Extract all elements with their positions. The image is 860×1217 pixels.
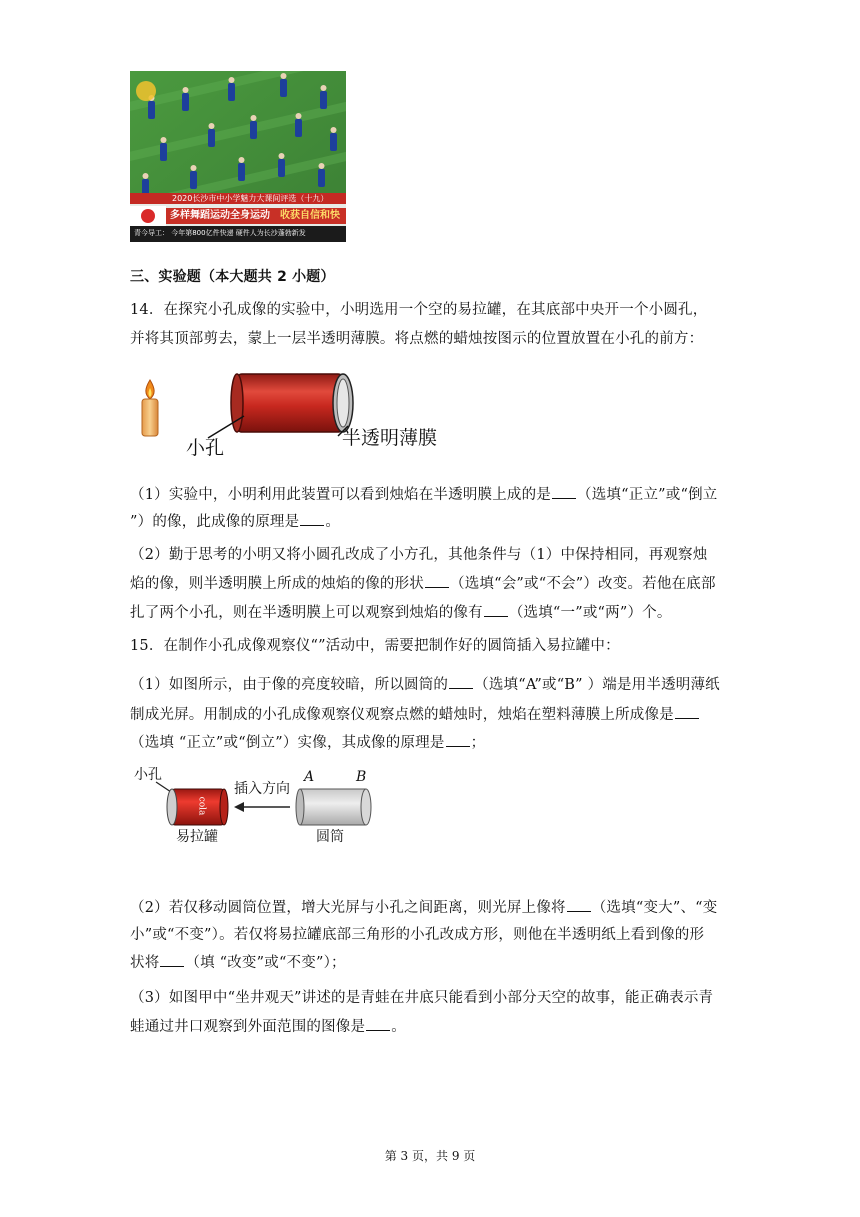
q15-label-can: 易拉罐 [176, 829, 218, 845]
q15-label-hole: 小孔 [134, 767, 162, 783]
q14-part2-line2: 焰的像，则半透明膜上所成的烛焰的像的形状 （选填“会”或“不会”）改变。若他在底部 [130, 569, 730, 600]
can-icon [231, 374, 353, 432]
q15-part1-line1: （1）如图所示，由于像的亮度较暗，所以圆筒的 （选填“A”或“B” ）端是用半透明薄纸 [130, 670, 730, 701]
q15-label-tube: 圆筒 [316, 829, 344, 845]
q15-label-direction: 插入方向 [234, 781, 290, 797]
q14-stem-line1: 14．在探究小孔成像的实验中，小明选用一个空的易拉罐，在其底部中央开一个小圆孔， [130, 302, 708, 318]
q15-part2-line1: （2）若仅移动圆筒位置，增大光屏与小孔之间距离，则光屏上像将 （选填“变大”、“变 [130, 893, 730, 924]
banner-line3: 收获自信和快 [280, 210, 340, 221]
answer-blank [449, 674, 473, 689]
q15-part1-line3: （选填 “正立”或“倒立”）实像，其成像的原理是 ； [130, 728, 730, 759]
exercise-photo [130, 71, 346, 242]
answer-blank [160, 952, 184, 967]
banner-line1: 2020长沙市中小学魅力大课间评选（十九） [172, 194, 329, 203]
q15-part1-line2: 制成光屏。用制成的小孔成像观察仪观察点燃的蜡烛时，烛焰在塑料薄膜上所成像是 [130, 700, 730, 731]
q15-figure [130, 762, 390, 856]
answer-blank [552, 484, 576, 499]
q14-figure [130, 368, 460, 468]
q15-part2-line3: 状将 （填 “改变”或“不变”）； [130, 948, 730, 979]
candle-can-diagram [130, 368, 460, 468]
can-tube-diagram [130, 762, 390, 856]
q15-label-b: B [356, 769, 367, 785]
q15-can-text: cola [196, 796, 207, 816]
q15-label-a: A [304, 769, 315, 785]
page-number: 第 3 页，共 9 页 [384, 1149, 476, 1163]
q14-part1-line2: ”）的像，此成像的原理是 。 [130, 507, 730, 538]
answer-blank [446, 732, 470, 747]
q14-part2-line1: （2）勤于思考的小明又将小圆孔改成了小方孔，其他条件与（1）中保持相同，再观察烛 [130, 547, 708, 563]
q15-part2-line2: 小”或“不变”）。若仅将易拉罐底部三角形的小孔改成方形，则他在半透明纸上看到像的形 [130, 927, 705, 943]
q14-label-membrane: 半透明薄膜 [342, 427, 438, 449]
q14-part1-line1: （1）实验中，小明利用此装置可以看到烛焰在半透明膜上成的是 （选填“正立”或“倒立 [130, 480, 730, 511]
answer-blank [425, 573, 449, 588]
q14-stem-line2: 并将其顶部剪去，蒙上一层半透明薄膜。将点燃的蜡烛按图示的位置放置在小孔的前方： [130, 331, 704, 347]
section-title: 三、实验题（本大题共 2 小题） [130, 269, 335, 285]
news-ticker: 青今导工： 今年第800亿件快递 硬件人为长沙蓬勃新发 [134, 229, 306, 237]
q14-part2-line3: 扎了两个小孔，则在半透明膜上可以观察到烛焰的像有 （选填“一”或“两”）个。 [130, 598, 730, 629]
q14-label-hole: 小孔 [186, 437, 225, 459]
q15-part3-line1: （3）如图甲中“坐井观天”讲述的是青蛙在井底只能看到小部分天空的故事，能正确表示青 [130, 990, 714, 1006]
q15-part3-line2: 蛙通过井口观察到外面范围的图像是 。 [130, 1012, 730, 1043]
tube-icon [296, 789, 371, 825]
answer-blank [675, 704, 699, 719]
q15-stem: 15．在制作小孔成像观察仪“”活动中，需要把制作好的圆筒插入易拉罐中： [130, 638, 620, 654]
answer-blank [567, 897, 591, 912]
answer-blank [484, 602, 508, 617]
arrow-icon [234, 802, 290, 812]
banner-line2: 多样舞蹈运动全身运动 [170, 210, 270, 221]
answer-blank [366, 1016, 390, 1031]
answer-blank [300, 511, 324, 526]
candle-icon [142, 380, 158, 436]
